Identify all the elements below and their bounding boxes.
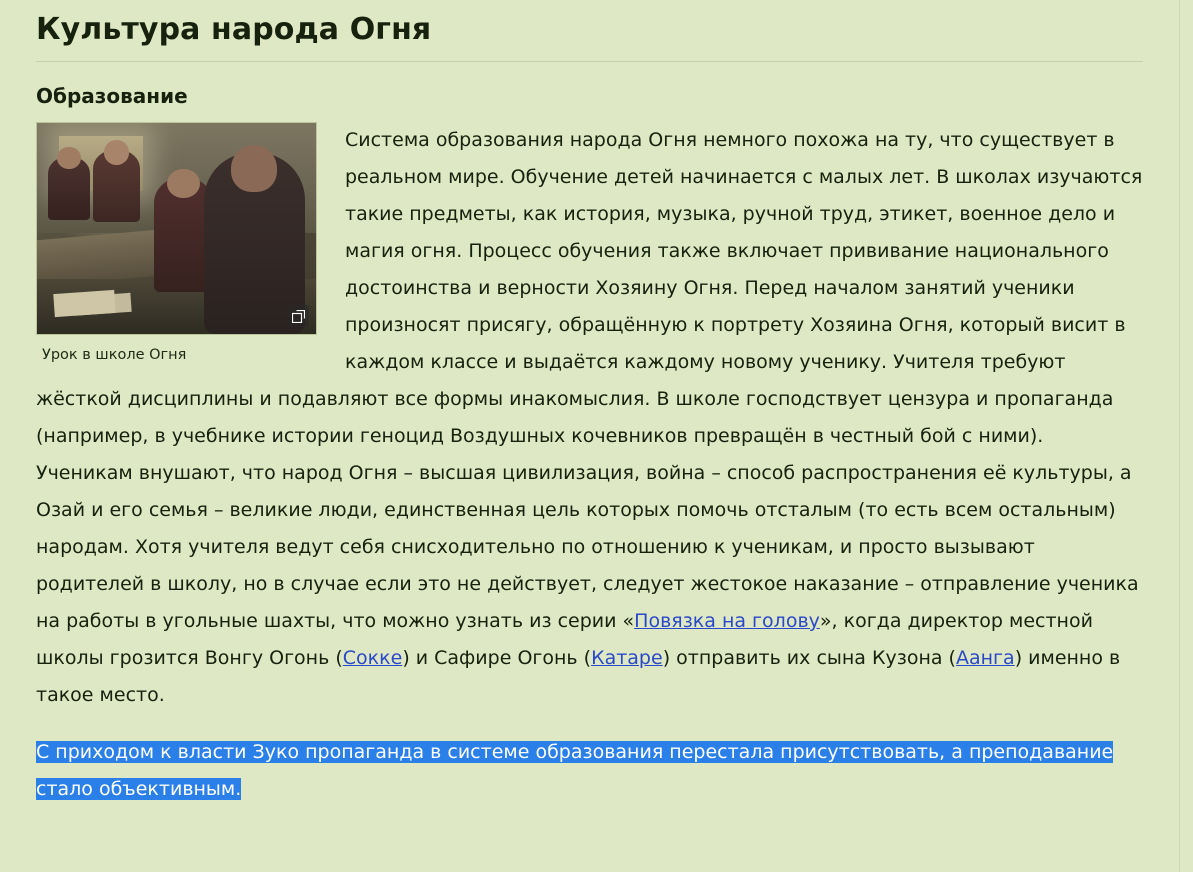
lesson-in-fire-school-image	[37, 123, 316, 334]
article-link[interactable]: Катаре	[591, 647, 663, 669]
section-title: Образование	[36, 84, 188, 108]
article-link[interactable]: Сокке	[342, 647, 403, 669]
selection-highlight: С приходом к власти Зуко пропаганда в системе образования перестала присутствовать, а преподавание стало объективным.	[36, 741, 1114, 800]
article-paragraph: Система образования народа Огня немного похожа на ту, что существует в реальном мире. Обучение детей начинается с малых лет. В школах изучаются такие предметы, как история, музыка, ручной труд, этикет, военное дело и магия огня. Процесс обучения также включает прививание национального достоинства и верности Хозяину Огня. Перед началом занятий ученики произносят присягу, обращённую к портрету Хозяина Огня, который висит в каждом классе и выдаётся каждому новому ученику. Учителя требуют жёсткой дисциплины и подавляют все формы инакомыслия. В школе господствует цензура и пропаганда (например, в учебнике истории геноцид Воздушных кочевников превращён в честный бой с ними). Ученикам внушают, что народ Огня – высшая цивилизация, война – способ распространения её культуры, а Озай и его семья – великие люди, единственная цель которых помочь отсталым (то есть всем остальным) народам. Хотя учителя ведут себя снисходительно по отношению к ученикам, и просто вызывают родителей в школу, но в случае если это не действует, следует жестокое наказание – отправление ученика на работы в угольные шахты, что можно узнать из серии «Повязка на голову», когда директор местной школы грозится Вонгу Огонь (Сокке) и Сафире Огонь (Катаре) отправить их сына Кузона (Аанга) именно в такое место.	[36, 129, 1143, 706]
title-divider	[36, 61, 1143, 62]
figure-image[interactable]	[36, 122, 317, 335]
page-title: Культура народа Огня	[36, 12, 432, 47]
article-figure	[36, 122, 317, 365]
figure-caption: Урок в школе Огня	[42, 347, 187, 363]
article-link[interactable]: Аанга	[955, 647, 1015, 669]
article-body-block	[36, 122, 1143, 714]
right-margin-rail	[1179, 0, 1193, 872]
enlarge-image-icon[interactable]	[287, 305, 309, 327]
selected-paragraph	[36, 734, 1143, 808]
article-link[interactable]: Повязка на голову	[634, 610, 820, 632]
